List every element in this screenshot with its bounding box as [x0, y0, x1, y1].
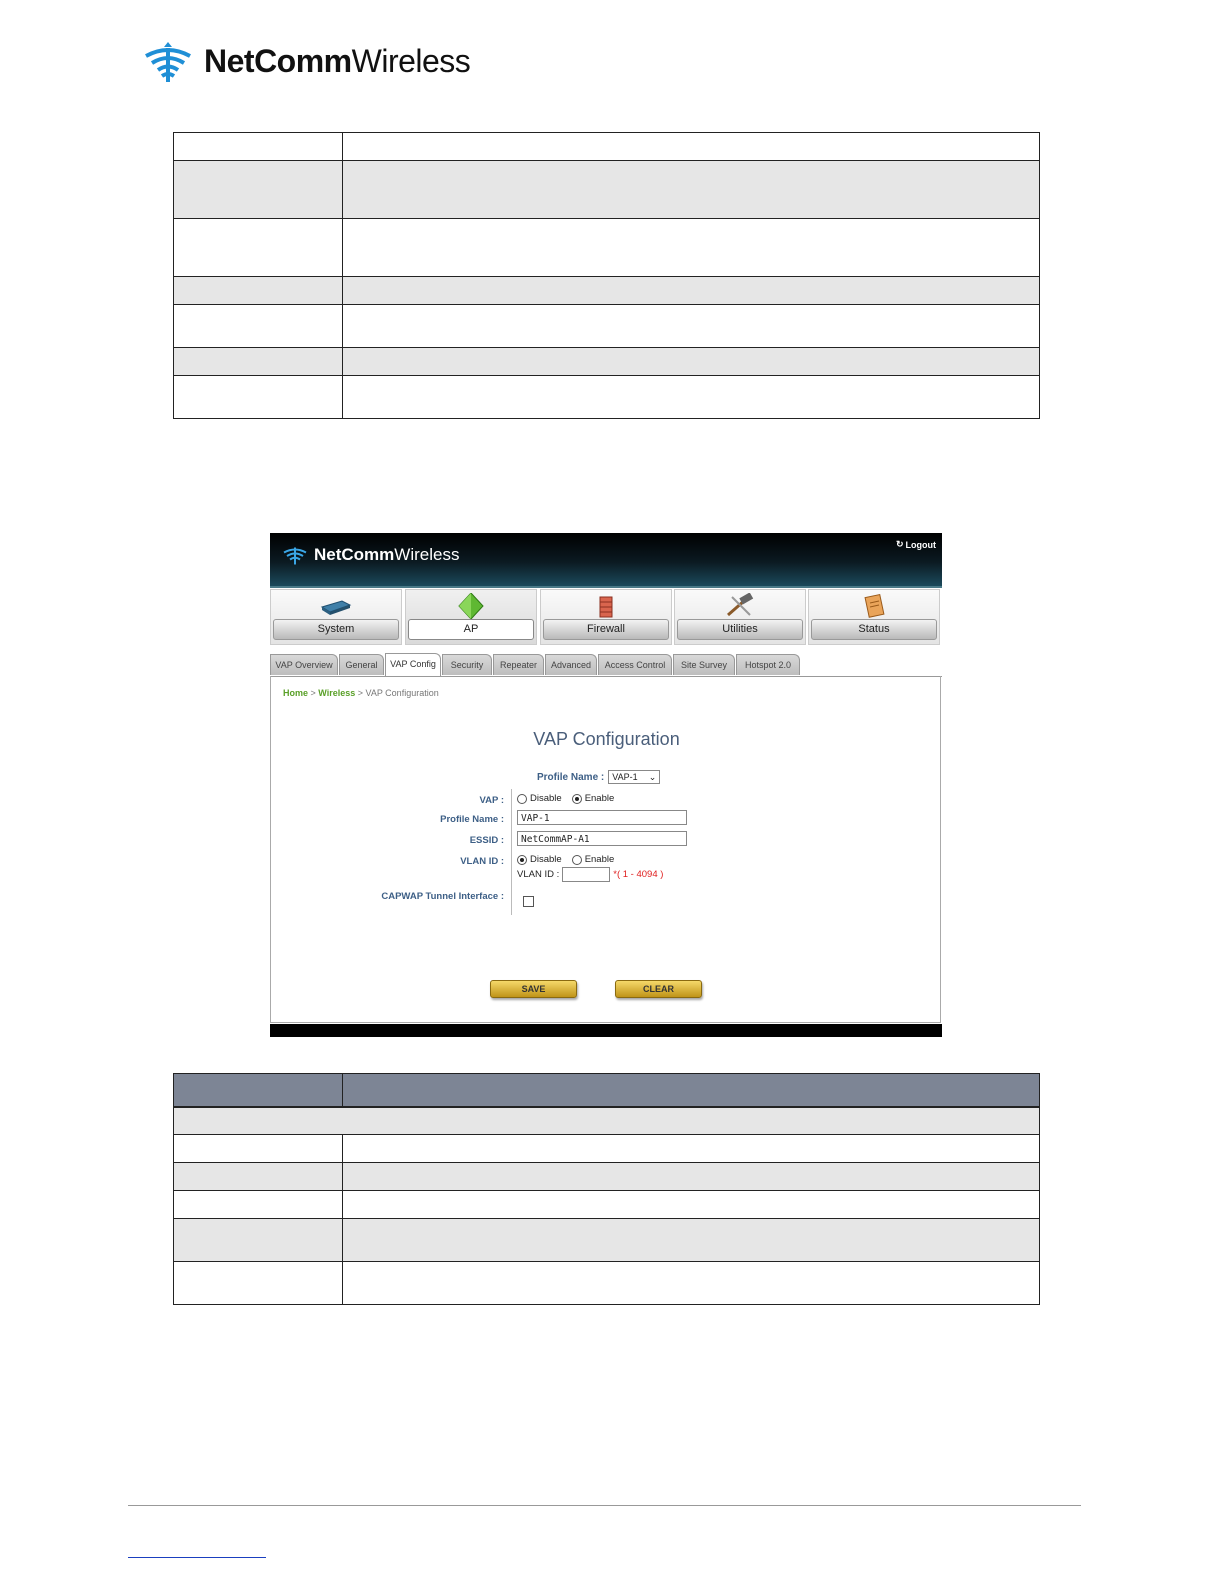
vap-config-screenshot: [270, 533, 942, 1037]
tab-repeater[interactable]: Repeater: [493, 654, 544, 675]
essid-control: [517, 831, 687, 846]
footer-link[interactable]: [128, 1557, 266, 1558]
table-row: [174, 277, 1040, 305]
nav-utilities[interactable]: Utilities: [674, 589, 806, 645]
tools-icon: [724, 593, 756, 619]
app-logo: [282, 543, 459, 567]
page-title: VAP Configuration: [533, 729, 680, 749]
tab-vap-overview[interactable]: VAP Overview: [270, 654, 338, 675]
bottom-table: [173, 1073, 1040, 1305]
form-divider: [511, 789, 512, 915]
vlan-id-input[interactable]: [562, 867, 610, 882]
app-brand-name: NetCommWireless: [314, 545, 460, 564]
profile-select[interactable]: VAP-1 ⌄: [608, 770, 660, 784]
vap-disable-radio[interactable]: [517, 794, 527, 804]
vlan-range-hint: *( 1 - 4094 ): [613, 869, 664, 880]
content-panel: [270, 676, 941, 1023]
vap-enable-radio[interactable]: [572, 794, 582, 804]
wifi-logo-icon: [282, 543, 308, 567]
table-row: [174, 1219, 1040, 1262]
breadcrumb: Home > Wireless > VAP Configuration: [283, 688, 439, 698]
app-footer: [270, 1024, 942, 1037]
vlan-id-row: VLAN ID : *( 1 - 4094 ): [517, 869, 664, 880]
essid-label: ESSID :: [469, 835, 504, 846]
vap-label: VAP :: [479, 795, 504, 806]
breadcrumb-home[interactable]: Home: [283, 688, 309, 698]
breadcrumb-wireless[interactable]: Wireless: [318, 688, 356, 698]
brand-name: NetCommWireless: [204, 42, 471, 79]
tab-security[interactable]: Security: [442, 654, 492, 675]
vlan-disable-radio[interactable]: [517, 855, 527, 865]
save-button[interactable]: SAVE: [490, 980, 577, 998]
sub-tabs: [270, 651, 942, 677]
table-row: [174, 1135, 1040, 1163]
tab-hotspot[interactable]: Hotspot 2.0: [736, 654, 800, 675]
firewall-icon: [590, 593, 622, 619]
tab-advanced[interactable]: Advanced: [545, 654, 597, 675]
vap-radio-group: Disable Enable: [517, 793, 614, 804]
capwap-control: [523, 896, 534, 907]
main-nav: [270, 589, 942, 647]
app-header: [270, 533, 942, 588]
table-section-row: [174, 1107, 1040, 1135]
table-row: [174, 305, 1040, 348]
access-point-icon: [455, 593, 487, 619]
profile-selector: Profile Name : VAP-1 ⌄: [537, 770, 660, 784]
profile-name-input[interactable]: VAP-1: [517, 810, 687, 825]
profile-name-control: [517, 810, 687, 825]
table-row: [174, 376, 1040, 419]
chevron-down-icon: ⌄: [648, 771, 657, 782]
nav-system[interactable]: System: [270, 589, 402, 645]
vlan-enable-radio[interactable]: [572, 855, 582, 865]
vlan-radio-group: Disable Enable: [517, 854, 614, 865]
capwap-checkbox[interactable]: [523, 896, 534, 907]
capwap-label: CAPWAP Tunnel Interface :: [381, 891, 504, 902]
table-row: [174, 219, 1040, 277]
tab-site-survey[interactable]: Site Survey: [673, 654, 735, 675]
footer-divider: [128, 1505, 1081, 1506]
nav-ap[interactable]: AP: [405, 589, 537, 645]
top-table: [173, 132, 1040, 419]
wifi-logo-icon: [142, 38, 194, 84]
table-row: [174, 161, 1040, 219]
clear-button[interactable]: CLEAR: [615, 980, 702, 998]
nav-firewall[interactable]: Firewall: [540, 589, 672, 645]
tab-general[interactable]: General: [339, 654, 384, 675]
status-icon: [858, 593, 890, 619]
table-row: [174, 1191, 1040, 1219]
breadcrumb-current: VAP Configuration: [365, 688, 439, 698]
table-header-row: [174, 1074, 1040, 1107]
table-row: [174, 1262, 1040, 1305]
netcomm-logo: [142, 36, 470, 86]
table-row: [174, 1163, 1040, 1191]
table-row: [174, 348, 1040, 376]
nav-status[interactable]: Status: [808, 589, 940, 645]
router-icon: [320, 593, 352, 619]
logout-link[interactable]: ↻ Logout: [895, 539, 936, 550]
profile-name-label: Profile Name :: [440, 814, 504, 825]
power-icon: ↻: [895, 539, 904, 549]
tab-vap-config[interactable]: VAP Config: [385, 653, 441, 676]
vlan-label: VLAN ID :: [460, 856, 504, 867]
tab-access-control[interactable]: Access Control: [598, 654, 672, 675]
essid-input[interactable]: NetCommAP-A1: [517, 831, 687, 846]
table-row: [174, 133, 1040, 161]
